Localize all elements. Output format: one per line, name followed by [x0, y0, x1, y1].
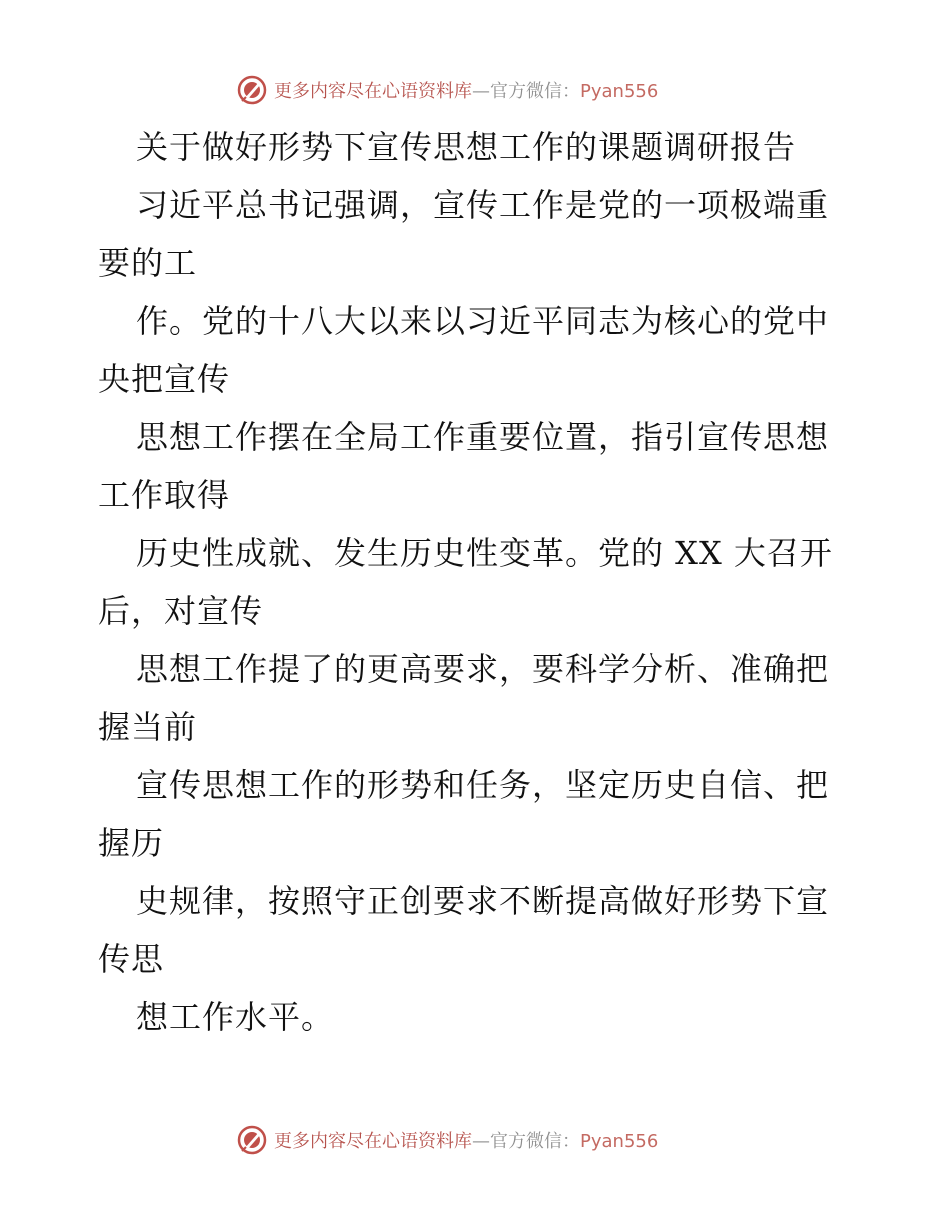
text-line: 后，对宣传 — [98, 592, 264, 630]
header-banner — [236, 72, 716, 108]
quill-pen-circle-icon — [236, 1124, 268, 1156]
footer-banner-separator: — — [472, 1131, 490, 1152]
footer-banner-text — [274, 1127, 658, 1153]
header-wechat-id: Pyan556 — [580, 81, 659, 102]
text-line: 要的工 — [98, 244, 198, 282]
quill-pen-circle-icon — [236, 74, 268, 106]
footer-wechat-label: 官方微信： — [490, 1131, 580, 1152]
text-line: 作。党的十八大以来以习近平同志为核心的党中 — [136, 302, 830, 340]
header-wechat-label: 官方微信： — [490, 81, 580, 102]
text-line: 央把宣传 — [98, 360, 231, 398]
text-line: 握当前 — [98, 708, 198, 746]
text-line: 想工作水平。 — [136, 998, 335, 1036]
footer-banner — [236, 1122, 716, 1158]
text-line: 传思 — [98, 940, 165, 978]
document-body — [98, 118, 858, 1046]
header-banner-title: 更多内容尽在心语资料库 — [274, 81, 472, 102]
footer-wechat-id: Pyan556 — [580, 1131, 659, 1152]
footer-banner-title: 更多内容尽在心语资料库 — [274, 1131, 472, 1152]
text-line: 宣传思想工作的形势和任务，坚定历史自信、把 — [136, 766, 830, 804]
header-banner-separator: — — [472, 81, 490, 102]
text-line: 思想工作摆在全局工作重要位置，指引宣传思想 — [136, 418, 830, 456]
text-line: 习近平总书记强调，宣传工作是党的一项极端重 — [136, 186, 830, 224]
text-line: 握历 — [98, 824, 165, 862]
text-line: 历史性成就、发生历史性变革。党的 XX 大召开 — [136, 534, 833, 572]
document-title: 关于做好形势下宣传思想工作的课题调研报告 — [136, 128, 797, 166]
text-line: 工作取得 — [98, 476, 231, 514]
header-banner-text — [274, 77, 658, 103]
text-line: 思想工作提了的更高要求，要科学分析、准确把 — [136, 650, 830, 688]
text-line: 史规律，按照守正创要求不断提高做好形势下宣 — [136, 882, 830, 920]
